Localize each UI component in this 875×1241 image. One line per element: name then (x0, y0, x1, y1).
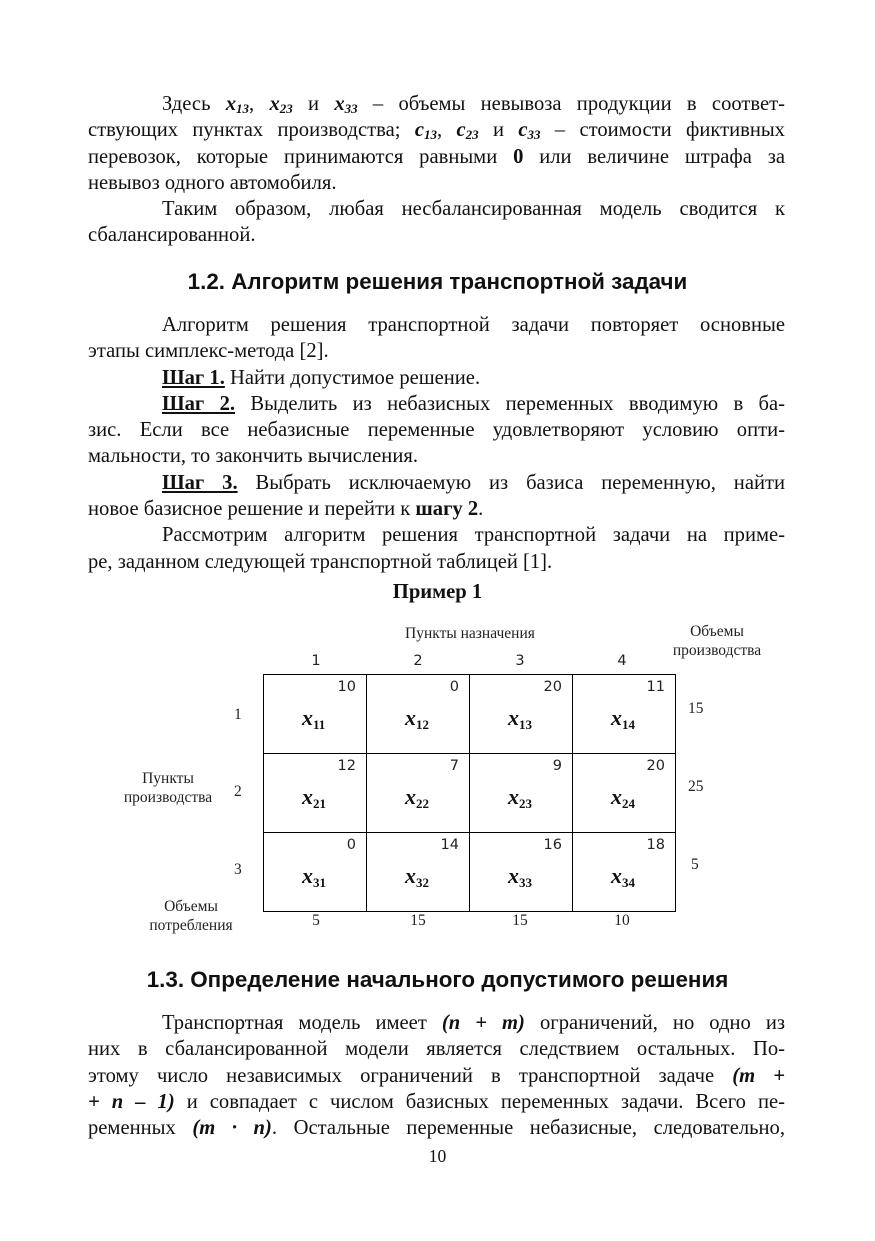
table-cell (573, 754, 676, 833)
variable: $x_{23}$ (508, 784, 532, 811)
demand-value-4: 10 (614, 912, 630, 929)
step-3-label: Шаг 3. (162, 471, 238, 494)
destinations-header: Пункты назначения (405, 625, 535, 642)
table-cell (470, 675, 573, 754)
column-number-3: 3 (515, 653, 525, 669)
initial-solution-line-2: них в сбалансированной модели является следствием остальных. По- (88, 1038, 785, 1061)
column-number-1: 1 (311, 653, 321, 669)
var-x23: $x_{23}$ (269, 93, 293, 116)
variable: $x_{24}$ (611, 784, 635, 811)
table-cell (264, 754, 367, 833)
var-x13: $x_{13}$ (225, 93, 250, 116)
variable: $x_{34}$ (611, 863, 635, 890)
supply-value-2: 25 (688, 778, 704, 795)
example-title: Пример 1 (392, 581, 483, 603)
supply-value-1: 15 (688, 700, 704, 717)
step-2-label: Шаг 2. (162, 392, 236, 415)
cost-value: 0 (449, 679, 459, 695)
variable: $x_{12}$ (405, 705, 429, 732)
table-row (264, 675, 676, 754)
demand-value-3: 15 (512, 912, 528, 929)
table-cell (470, 833, 573, 912)
step-2-line-2: зис. Если все небазисные переменные удовлетворяют условию опти- (88, 419, 785, 442)
initial-solution-line-5: ременных (m · n). Остальные переменные небазисные, следовательно, (88, 1117, 785, 1140)
intro-line-4: невывоз одного автомобиля. (88, 171, 337, 194)
cost-value: 18 (646, 837, 665, 853)
cost-value: 10 (337, 679, 356, 695)
variable: $x_{33}$ (508, 863, 532, 890)
page-number: 10 (428, 1146, 447, 1166)
cost-value: 14 (440, 837, 459, 853)
table-cell (264, 675, 367, 754)
var-c33: $c_{33}$ (518, 119, 541, 143)
cost-value: 12 (337, 758, 356, 774)
step-2-line-1: Шаг 2. Выделить из небазисных переменных вводимую в ба- (162, 392, 785, 415)
var-x33: $x_{33}$ (334, 93, 358, 116)
column-number-4: 4 (617, 653, 627, 669)
variable: $x_{13}$ (508, 705, 532, 732)
table-cell (367, 675, 470, 754)
section-1-3-title: 1.3. Определение начального допустимого решения (146, 967, 729, 992)
supply-header: Объемы производства (672, 623, 762, 659)
table-cell (573, 675, 676, 754)
cost-value: 16 (543, 837, 562, 853)
variable: $x_{22}$ (405, 784, 429, 811)
intro-line-3: перевозок, которые принимаются равными 0 или величине штрафа за (88, 145, 785, 168)
initial-solution-line-3: этому число независимых ограничений в транспортной задаче (m + (88, 1064, 786, 1087)
step-3-line-1: Шаг 3. Выбрать исключаемую из базиса переменную, найти (162, 471, 785, 494)
step-3-line-2: новое базисное решение и перейти к шагу 2. (88, 498, 484, 521)
variable: $x_{31}$ (302, 863, 326, 890)
cost-value: 20 (543, 679, 562, 695)
transport-table (263, 674, 676, 912)
cost-value: 7 (449, 758, 459, 774)
column-number-2: 2 (413, 653, 423, 669)
table-cell (573, 833, 676, 912)
table-row (264, 754, 676, 833)
table-cell (367, 754, 470, 833)
supply-value-3: 5 (691, 856, 699, 873)
row-number-1: 1 (234, 706, 242, 723)
variable: $x_{21}$ (302, 784, 326, 811)
intro-line-2: ствующих пунктах производства; $c_{13}$, $c_{23}$ и $c_{33}$ – стоимости фиктивных (88, 119, 785, 143)
initial-solution-line-4: + n – 1) и совпадает с числом базисных переменных задачи. Всего пе- (88, 1090, 785, 1113)
initial-solution-line-1: Транспортная модель имеет (n + m) ограничений, но одно из (162, 1012, 786, 1034)
table-cell (367, 833, 470, 912)
row-number-2: 2 (234, 783, 242, 800)
step-1-label: Шаг 1. (162, 366, 225, 389)
algorithm-paragraph (88, 312, 785, 575)
variable: $x_{14}$ (611, 705, 635, 732)
table-row (264, 833, 676, 912)
intro-line-5: Таким образом, любая несбалансированная модель сводится к (162, 198, 785, 221)
section-1-2-title: 1.2. Алгоритм решения транспортной задачи (187, 269, 688, 294)
variable: $x_{32}$ (405, 863, 429, 890)
demand-value-1: 5 (312, 912, 320, 929)
var-c13: $c_{13}$ (414, 119, 437, 143)
demand-label: Объемы потребления (149, 898, 233, 934)
step-2-line-3: мальности, то закончить вычисления. (88, 445, 418, 468)
example-intro-line-2: ре, заданном следующей транспортной таблицей [1]. (88, 550, 553, 573)
sources-label: Пункты производства (123, 770, 213, 806)
var-c23: $c_{23}$ (456, 119, 479, 143)
intro-line-6: сбалансированной. (88, 224, 256, 247)
algorithm-line-1: Алгоритм решения транспортной задачи повторяет основные (162, 314, 785, 336)
initial-solution-paragraph (88, 1010, 785, 1141)
table-cell (264, 833, 367, 912)
example-intro-line-1: Рассмотрим алгоритм решения транспортной задачи на приме- (162, 524, 785, 547)
variable: $x_{11}$ (302, 705, 326, 732)
cost-value: 0 (346, 837, 356, 853)
cost-value: 20 (646, 758, 665, 774)
cost-value: 11 (646, 679, 665, 695)
step-1: Шаг 1. Найти допустимое решение. (162, 366, 481, 389)
row-number-3: 3 (234, 861, 242, 878)
demand-value-2: 15 (410, 912, 426, 929)
table-cell (470, 754, 573, 833)
intro-line-1: Здесь $x_{13}$, $x_{23}$ и $x_{33}$ – объемы невывоза продукции в соответ- (162, 93, 785, 116)
intro-paragraph (88, 91, 785, 249)
algorithm-line-2: этапы симплекс-метода [2]. (88, 340, 329, 363)
cost-value: 9 (552, 758, 562, 774)
